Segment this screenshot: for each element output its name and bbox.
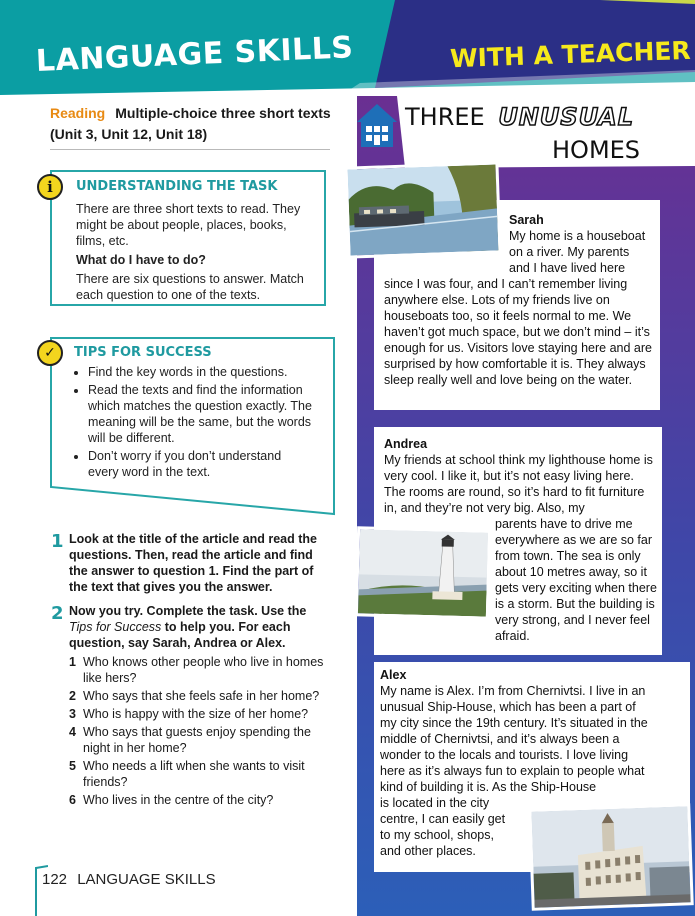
question-number: 6 xyxy=(69,793,76,807)
question-text: Who is happy with the size of her home? xyxy=(83,707,309,721)
task-2-text-a: Now you try. Complete the task. Use the xyxy=(69,604,307,618)
sarah-text: since I was four, and I can’t remember living anywhere else. Lots of my friends live on houseboats too, so it feels normal to me. We haven’t got much space, but we don’t mind – it’s enough for us. Visitors love staying here and are surprised by how comfortable it is. They always sleep really well and love being on the water. xyxy=(384,277,652,387)
andrea-name: Andrea xyxy=(384,437,428,451)
question-text: Who lives in the centre of the city? xyxy=(83,793,274,807)
tips-box xyxy=(50,337,332,512)
alex-top-text xyxy=(380,667,652,795)
tips-title: TIPS FOR SUCCESS xyxy=(74,345,212,360)
task-2-text xyxy=(69,603,319,651)
andrea-top-text xyxy=(384,436,656,516)
question-item xyxy=(69,758,324,790)
lighthouse-illustration xyxy=(358,529,488,616)
question-text: Who needs a lift when she wants to visit friends? xyxy=(83,759,305,789)
tip-item: • Find the key words in the questions. xyxy=(88,364,314,380)
houseboat-photo xyxy=(344,161,501,258)
question-item xyxy=(69,688,324,704)
question-number: 4 xyxy=(69,725,76,739)
task-1-number: 1 xyxy=(51,531,64,552)
divider xyxy=(50,149,330,150)
reading-label: Reading xyxy=(50,105,106,121)
question-text: Who knows other people who live in homes like hers? xyxy=(83,655,324,685)
understanding-text1: There are three short texts to read. They might be about people, places, books, films, etc. xyxy=(76,202,301,248)
question-text: Who says that she feels safe in her home? xyxy=(83,689,320,703)
house-icon xyxy=(355,102,399,148)
tip-item: • Don’t worry if you don’t understand every word in the text. xyxy=(88,448,314,480)
understanding-box xyxy=(50,170,326,306)
ship-house-illustration xyxy=(531,806,690,907)
alex-name: Alex xyxy=(380,668,407,682)
question-number: 1 xyxy=(69,655,76,669)
alex-side-text: is located in the city centre, I can easily get to my school, shops, and other places. xyxy=(380,796,506,858)
question-text: Who says that guests enjoy spending the night in her home? xyxy=(83,725,311,755)
article-title-line1 xyxy=(405,103,634,131)
reading-title: Multiple-choice three short texts xyxy=(115,105,331,121)
sarah-side-text xyxy=(509,212,659,276)
page-footer xyxy=(42,871,216,888)
tip-item: • Read the texts and find the information which matches the question exactly. The meaning will be the same, but the words will be different. xyxy=(88,382,314,446)
task-2-number: 2 xyxy=(51,603,64,624)
article-title-unusual: UNUSUAL xyxy=(498,103,634,131)
sarah-line-3: and I have lived here xyxy=(509,261,626,275)
info-icon: i xyxy=(37,174,63,200)
question-list xyxy=(69,654,324,808)
article-title-homes: HOMES xyxy=(552,136,641,164)
andrea-side-text: parents have to drive me everywhere as we are so far from town. The sea is only about 10 metres away, so it gets very exciting when there is a storm. But the building is very strong, and I never feel afraid. xyxy=(495,517,657,643)
question-number: 5 xyxy=(69,759,76,773)
question-item xyxy=(69,724,324,756)
sarah-line-2: on a river. My parents xyxy=(509,245,630,259)
question-item xyxy=(69,792,324,808)
tips-text xyxy=(74,364,314,482)
lighthouse-photo xyxy=(355,526,491,619)
reading-units: (Unit 3, Unit 12, Unit 18) xyxy=(50,126,208,142)
houseboat-illustration xyxy=(348,164,499,255)
question-item xyxy=(69,654,324,686)
task-2-text-b: to help you. For each question, say Sarah, Andrea or Alex. xyxy=(69,620,291,650)
understanding-question: What do I have to do? xyxy=(76,253,206,267)
understanding-text xyxy=(76,201,311,303)
question-item xyxy=(69,706,324,722)
ship-house-photo xyxy=(528,803,693,911)
checkmark-icon: ✓ xyxy=(37,340,63,366)
article-title-three: THREE xyxy=(405,103,485,131)
question-number: 2 xyxy=(69,689,76,703)
task-2-emphasis: Tips for Success xyxy=(69,620,162,634)
teacher-badge: WITH A TEACHER xyxy=(449,35,692,74)
sarah-line-1: My home is a houseboat xyxy=(509,229,646,243)
question-number: 3 xyxy=(69,707,76,721)
footer-label: LANGUAGE SKILLS xyxy=(77,871,216,888)
reading-heading xyxy=(50,103,340,145)
alex-text-top: My name is Alex. I’m from Chernivtsi. I live in an unusual Ship-House, which has been a part of my city since the 19th century. It’s situated in the middle of Chernivtsi, and it’s always been a wonder to the locals and tourists. I love living here as it’s always fun to explain to people what kind of building it is. As the Ship-House xyxy=(380,684,648,794)
understanding-text2: There are six questions to answer. Match each question to one of the texts. xyxy=(76,272,304,302)
task-1-text: Look at the title of the article and read the questions. Then, read the article and find the answer to question 1. Find the part of the text that gives you the answer. xyxy=(69,532,317,594)
understanding-title: UNDERSTANDING THE TASK xyxy=(76,179,278,194)
andrea-text-top: My friends at school think my lighthouse home is very cool. I like it, but it’s not easy living here. The rooms are round, so it’s hard to fit furniture in, and they’re not very big. Also, my xyxy=(384,453,653,515)
page-number: 122 xyxy=(42,871,68,888)
sarah-name: Sarah xyxy=(509,213,544,227)
tips-list xyxy=(74,364,314,480)
section-title: LANGUAGE SKILLS xyxy=(35,30,355,79)
